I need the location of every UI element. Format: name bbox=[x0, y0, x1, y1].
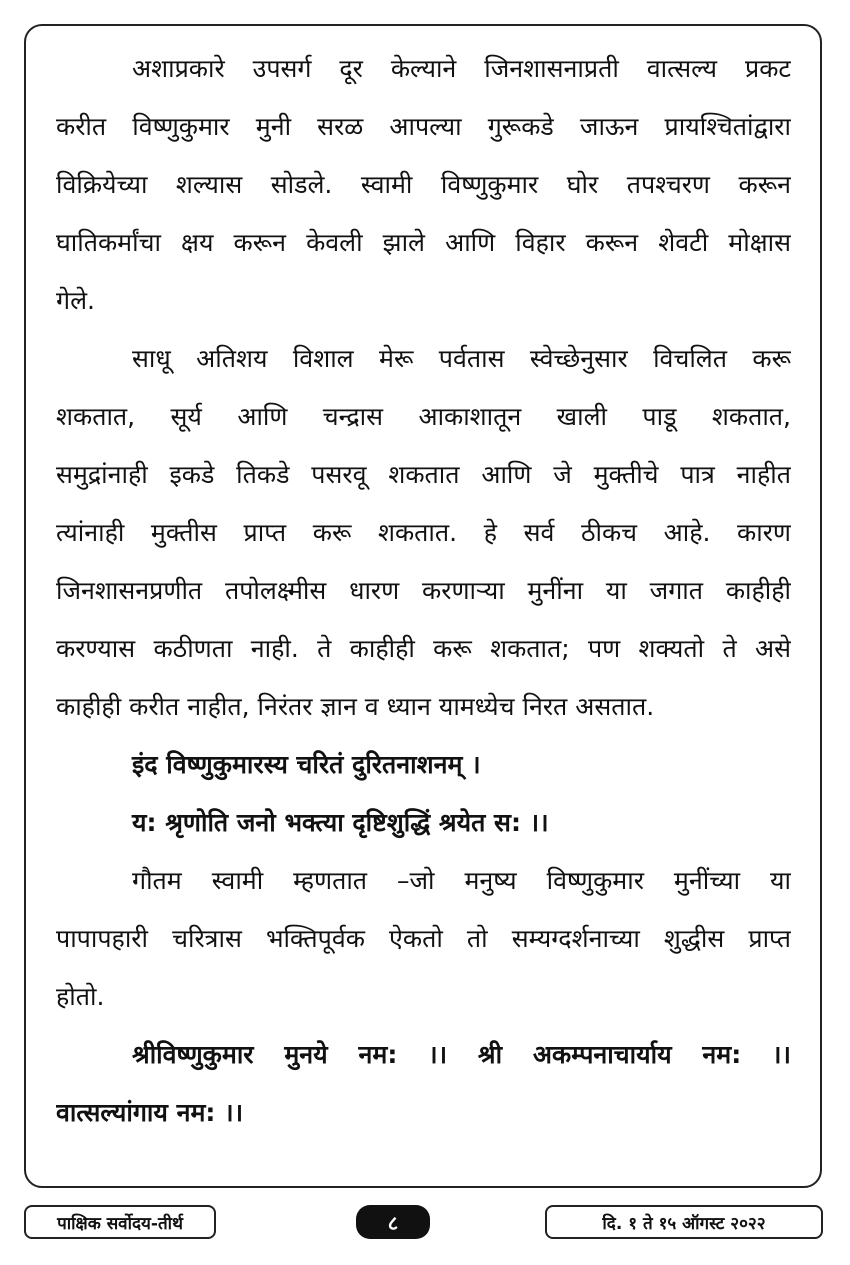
paragraph-1 bbox=[56, 40, 791, 330]
text-line: काहीही करीत नाहीत, निरंतर ज्ञान व ध्यान यामध्येच निरत असतात. bbox=[56, 692, 655, 721]
text-line: विक्रियेच्या शल्यास सोडले. स्वामी विष्णुकुमार घोर तपश्चरण करून bbox=[56, 170, 791, 199]
verse-line: य: श्रृणोति जनो भक्त्या दृष्टिशुद्धिं श्रयेत स: ।। bbox=[132, 808, 549, 837]
paragraph-3 bbox=[56, 852, 791, 1026]
salutation-line: श्रीविष्णुकुमार मुनये नम: ।। श्री अकम्पनाचार्याय नम: ।। bbox=[132, 1040, 791, 1069]
text-line: होतो. bbox=[56, 982, 105, 1011]
text-line: पापापहारी चरित्रास भक्तिपूर्वक ऐकतो तो सम्यग्दर्शनाच्या शुद्धीस प्राप्त bbox=[56, 924, 791, 953]
text-line: गौतम स्वामी म्हणतात –जो मनुष्य विष्णुकुमार मुनींच्या या bbox=[132, 866, 791, 895]
text-line: गेले. bbox=[56, 286, 95, 315]
text-line: करीत विष्णुकुमार मुनी सरळ आपल्या गुरूकडे जाऊन प्रायश्चितांद्वारा bbox=[56, 112, 791, 141]
page-text bbox=[56, 40, 791, 1142]
text-line: त्यांनाही मुक्तीस प्राप्त करू शकतात. हे सर्व ठीकच आहे. कारण bbox=[56, 518, 791, 547]
paragraph-2 bbox=[56, 330, 791, 736]
text-line: करण्यास कठीणता नाही. ते काहीही करू शकतात; पण शक्यतो ते असे bbox=[56, 634, 791, 663]
text-line: जिनशासनप्रणीत तपोलक्ष्मीस धारण करणाऱ्या मुनींना या जगात काहीही bbox=[56, 576, 791, 605]
issue-date: दि. १ ते १५ ऑगस्ट २०२२ bbox=[545, 1205, 823, 1239]
text-line: शकतात, सूर्य आणि चन्द्रास आकाशातून खाली पाडू शकतात, bbox=[56, 402, 791, 431]
verse bbox=[56, 736, 791, 852]
verse-line: इंद विष्णुकुमारस्य चरितं दुरितनाशनम् । bbox=[132, 750, 481, 779]
salutation-line: वात्सल्यांगाय नम: ।। bbox=[56, 1098, 244, 1127]
page-number: ८ bbox=[356, 1205, 430, 1239]
text-line: समुद्रांनाही इकडे तिकडे पसरवू शकतात आणि जे मुक्तीचे पात्र नाहीत bbox=[56, 460, 791, 489]
text-line: अशाप्रकारे उपसर्ग दूर केल्याने जिनशासनाप्रती वात्सल्य प्रकट bbox=[132, 54, 791, 83]
salutation bbox=[56, 1026, 791, 1142]
text-line: घातिकर्मांचा क्षय करून केवली झाले आणि विहार करून शेवटी मोक्षास bbox=[56, 228, 791, 257]
publication-name: पाक्षिक सर्वोदय-तीर्थ bbox=[24, 1205, 216, 1239]
text-line: साधू अतिशय विशाल मेरू पर्वतास स्वेच्छेनुसार विचलित करू bbox=[132, 344, 791, 373]
